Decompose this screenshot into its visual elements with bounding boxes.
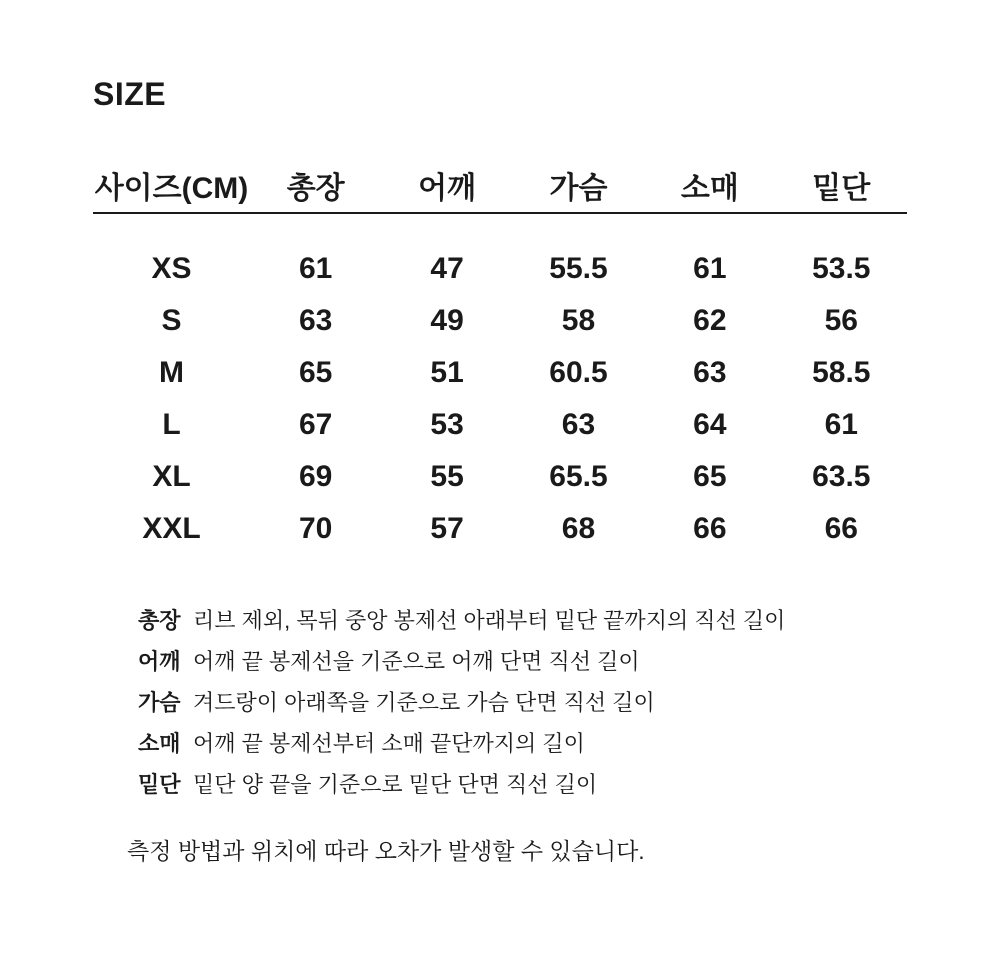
measurement-cell: 65.5: [549, 460, 608, 493]
column-header-0: 사이즈(CM): [93, 157, 250, 213]
measurement-cell: 66: [693, 512, 727, 545]
size-table-body: [93, 213, 907, 555]
table-row: [93, 295, 907, 347]
measurement-cell: 65: [693, 460, 727, 493]
size-table-head: [93, 157, 907, 213]
measurement-cell: 51: [430, 356, 464, 389]
table-row: [93, 347, 907, 399]
measurement-cell: 63: [299, 304, 333, 337]
size-label-cell: S: [161, 304, 182, 337]
definition-row: [138, 773, 785, 796]
definition-term: 가슴: [138, 690, 181, 715]
definition-row: [138, 691, 785, 714]
measurement-cell: 62: [693, 304, 727, 337]
measurement-cell: 53.5: [812, 252, 871, 285]
measurement-cell: 70: [299, 512, 333, 545]
measurement-cell: 69: [299, 460, 333, 493]
definition-term: 소매: [138, 731, 181, 756]
measurement-cell: 66: [824, 512, 858, 545]
column-header-2: 어깨: [381, 157, 512, 213]
measurement-cell: 58: [561, 304, 596, 337]
measurement-cell: 68: [561, 512, 596, 545]
measurement-cell: 63: [693, 356, 727, 389]
measurement-cell: 58.5: [812, 356, 871, 389]
size-table: [93, 157, 907, 555]
definition-row: [138, 609, 785, 632]
measurement-cell: 67: [299, 408, 333, 441]
measurement-cell: 53: [430, 408, 464, 441]
measurement-cell: 55.5: [549, 252, 608, 285]
definition-description: 어깨 끝 봉제선부터 소매 끝단까지의 길이: [193, 731, 585, 756]
table-row: [93, 243, 907, 295]
measurement-cell: 61: [693, 252, 727, 285]
column-header-5: 밑단: [776, 157, 907, 213]
size-label-cell: XXL: [142, 512, 201, 545]
disclaimer-text: 측정 방법과 위치에 따라 오차가 발생할 수 있습니다.: [127, 838, 645, 864]
definition-description: 어깨 끝 봉제선을 기준으로 어깨 단면 직선 길이: [193, 649, 640, 674]
size-label-cell: L: [162, 408, 181, 441]
measurement-cell: 64: [693, 408, 727, 441]
column-header-4: 소매: [644, 157, 775, 213]
definition-term: 어깨: [138, 649, 181, 674]
measurement-cell: 47: [430, 252, 464, 285]
measurement-cell: 63.5: [812, 460, 871, 493]
definitions-list: [138, 609, 785, 814]
definition-row: [138, 650, 785, 673]
measurement-cell: 61: [299, 252, 333, 285]
definition-description: 리브 제외, 목뒤 중앙 봉제선 아래부터 밑단 끝까지의 직선 길이: [193, 608, 786, 633]
size-label-cell: XL: [152, 460, 191, 493]
column-header-3: 가슴: [513, 157, 644, 213]
page-title: SIZE: [93, 76, 167, 112]
table-row: [93, 503, 907, 555]
definition-description: 겨드랑이 아래쪽을 기준으로 가슴 단면 직선 길이: [193, 690, 655, 715]
definition-term: 밑단: [138, 772, 181, 797]
measurement-cell: 56: [824, 304, 858, 337]
size-table-header-row: [93, 157, 907, 213]
size-label-cell: XS: [151, 252, 192, 285]
measurement-cell: 55: [430, 460, 464, 493]
definition-row: [138, 732, 785, 755]
measurement-cell: 63: [561, 408, 596, 441]
measurement-cell: 57: [430, 512, 464, 545]
table-row: [93, 399, 907, 451]
measurement-cell: 49: [430, 304, 464, 337]
definition-description: 밑단 양 끝을 기준으로 밑단 단면 직선 길이: [193, 772, 598, 797]
measurement-cell: 61: [824, 408, 858, 441]
size-label-cell: M: [159, 356, 184, 389]
table-row: [93, 451, 907, 503]
definition-term: 총장: [138, 608, 181, 633]
measurement-cell: 60.5: [549, 356, 608, 389]
column-header-1: 총장: [250, 157, 381, 213]
measurement-cell: 65: [299, 356, 333, 389]
